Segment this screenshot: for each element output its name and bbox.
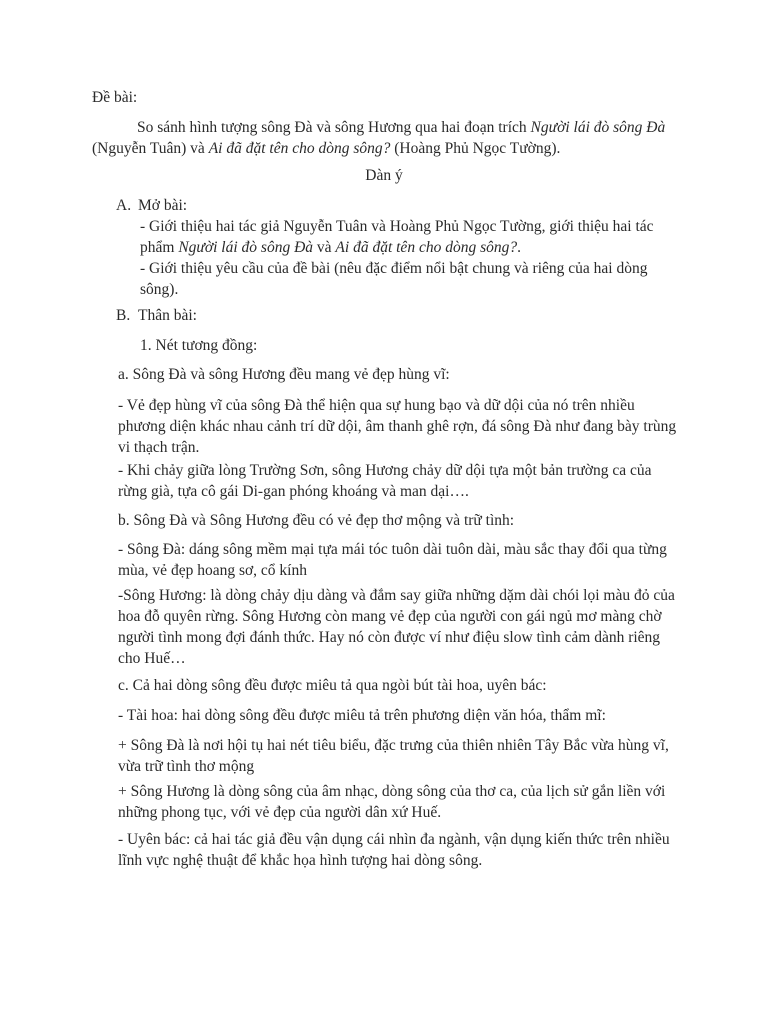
section-b-label: Thân bài: [138,307,197,324]
section-b-letter: B. [116,307,131,324]
section-a-item-1-mid: và [313,239,336,256]
prompt-mid: (Nguyễn Tuân) và [92,140,209,157]
section-b-b-paragraph-2: -Sông Hương: là dòng chảy dịu dàng và đắm say giữa những dặm dài chói lọi màu đỏ của hoa đỗ quyên rừng. Sông Hương còn mang vẻ đẹp của người con gái ngủ mơ màng chờ người tình mong đợi đánh thức. Hay nó còn được ví như điệu slow tình cảm dành riêng cho Huế… [118,587,675,667]
section-b-a-heading: a. Sông Đà và sông Hương đều mang vẻ đẹp hùng vĩ: [118,366,450,383]
section-a-label: Mở bài: [138,197,188,214]
assignment-title: Đề bài: [92,89,138,106]
section-a-item-1-prefix: - Giới thiệu hai tác giả Nguyễn Tuân và Hoàng Phủ Ngọc Tường, giới thiệu hai tác phẩm [140,218,654,256]
section-b-a-paragraph-1: - Vẻ đẹp hùng vĩ của sông Đà thể hiện qua sự hung bạo và dữ dội của nó trên nhiều phương diện khác nhau cảnh trí dữ dội, âm thanh ghê rợn, đá sông Đà như đang bày trùng vi thạch trận. [118,397,677,456]
section-a-item-1-work1: Người lái đò sông Đà [178,239,314,256]
prompt-prefix: So sánh hình tượng sông Đà và sông Hương qua hai đoạn trích [137,119,531,136]
section-a-letter: A. [116,197,132,214]
section-b-a-paragraph-2: - Khi chảy giữa lòng Trường Sơn, sông Hương chảy dữ dội tựa một bản trường ca của rừng già, tựa cô gái Di-gan phóng khoáng và man dại…. [118,462,652,500]
section-a-heading [116,195,187,216]
assignment-prompt [92,117,672,159]
section-b-c-heading: c. Cả hai dòng sông đều được miêu tả qua ngòi bút tài hoa, uyên bác: [118,677,547,694]
section-b-c-paragraph-1: - Tài hoa: hai dòng sông đều được miêu tả trên phương diện văn hóa, thẩm mĩ: [118,707,606,724]
section-a-item-1-suffix: . [517,239,521,256]
work-title-nguoi-lai-do: Người lái đò sông Đà [530,119,666,136]
section-b-c-paragraph-4: - Uyên bác: cả hai tác giả đều vận dụng cái nhìn đa ngành, vận dụng kiến thức trên nhiều lĩnh vực nghệ thuật để khắc họa hình tượng hai dòng sông. [118,831,670,869]
section-b-c-paragraph-2: + Sông Đà là nơi hội tụ hai nét tiêu biểu, đặc trưng của thiên nhiên Tây Bắc vừa hùng vĩ, vừa trữ tình thơ mộng [118,737,669,775]
section-a-item-1-work2: Ai đã đặt tên cho dòng sông? [335,239,518,256]
section-a-item-2: - Giới thiệu yêu cầu của đề bài (nêu đặc điểm nổi bật chung và riêng của hai dòng sông). [140,260,648,298]
prompt-suffix: (Hoàng Phủ Ngọc Tường). [390,140,561,157]
work-title-ai-da-dat-ten: Ai đã đặt tên cho dòng sông? [208,140,391,157]
section-a-item-1 [140,216,680,258]
section-b-sub-1: 1. Nét tương đồng: [140,337,258,354]
section-b-b-paragraph-1: - Sông Đà: dáng sông mềm mại tựa mái tóc tuôn dài tuôn dài, màu sắc thay đổi qua từng mùa, vẻ đẹp hoang sơ, cổ kính [118,541,667,579]
section-b-c-paragraph-3: + Sông Hương là dòng sông của âm nhạc, dòng sông của thơ ca, của lịch sử gắn liền với những phong tục, với vẻ đẹp của người dân xứ Huế. [118,783,666,821]
section-b-heading [116,305,197,326]
section-b-b-heading: b. Sông Đà và Sông Hương đều có vẻ đẹp thơ mộng và trữ tình: [118,512,515,529]
outline-heading: Dàn ý [365,167,403,184]
